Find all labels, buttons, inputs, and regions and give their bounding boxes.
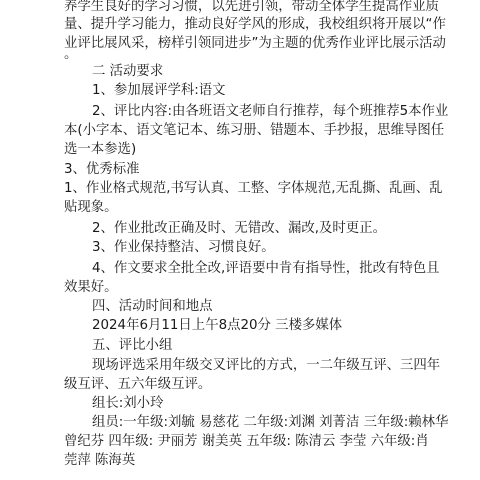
text-line: 1、作业格式规范,书写认真、工整、字体规范,无乱撕、乱画、乱	[64, 181, 443, 196]
section-heading: 二 活动要求	[92, 64, 164, 79]
text-line: 。	[64, 47, 78, 62]
text-line: 2、作业批改正确及时、无错改、漏改,及时更正。	[92, 221, 386, 236]
text-line: 组员:一年级:刘毓 易慈花 二年级:刘渊 刘菁洁 三年级:赖林华	[92, 415, 449, 430]
text-line: 现场评选采用年级交叉评比的方式，一二年级互评、三四年	[92, 358, 441, 373]
text-line: 养学生良好的学习习惯，以先进引领，带动全体学生提高作业质	[64, 0, 439, 14]
text-line: 贴现象。	[64, 200, 118, 215]
section-heading: 四、活动时间和地点	[92, 299, 213, 314]
section-heading: 五、评比小组	[92, 338, 173, 353]
text-line: 3、作业保持整洁、习惯良好。	[92, 240, 275, 255]
section-heading: 3、优秀标准	[64, 162, 140, 177]
text-line: 曾纪芬 四年级: 尹丽芳 谢美英 五年级: 陈清云 李莹 六年级:肖	[64, 434, 429, 449]
text-line: 莞萍 陈海英	[64, 453, 136, 468]
text-line: 4、作文要求全批全改,评语要中肯有指导性，批改有特色且	[92, 261, 440, 276]
text-line: 1、参加展评学科:语文	[92, 83, 226, 98]
text-line: 组长:刘小玲	[92, 396, 164, 411]
text-line: 2024年6月11日上午8点20分 三楼多媒体	[92, 318, 343, 333]
text-line: 级互评、五六年级互评。	[64, 377, 212, 392]
text-line: 量、提升学习能力，推动良好学风的形成，我校组织将开展以“作	[64, 17, 446, 32]
text-line: 本(小字本、语文笔记本、练习册、错题本、手抄报，思维导图任	[64, 123, 445, 138]
text-line: 选一本参选)	[64, 142, 137, 157]
text-line: 效果好。	[64, 280, 118, 295]
text-line: 2、评比内容:由各班语文老师自行推荐，每个班推荐5本作业	[92, 104, 449, 119]
text-line: 业评比展风采，榜样引领同进步”为主题的优秀作业评比展示活动	[64, 36, 446, 51]
